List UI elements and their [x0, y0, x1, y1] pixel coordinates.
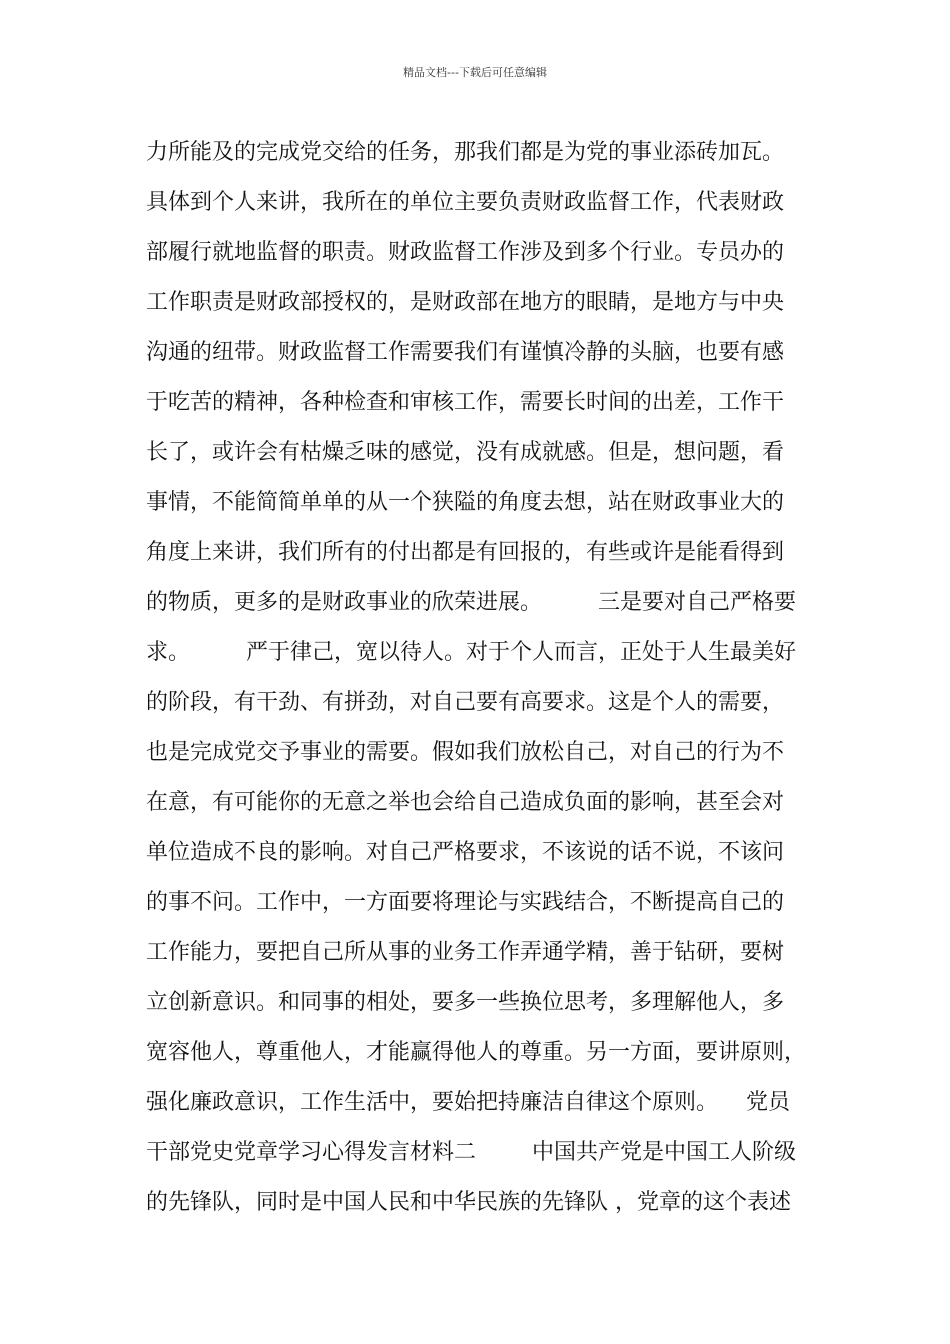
text-line: 求。 严于律己，宽以待人。对于个人而言，正处于人生最美好 — [146, 640, 796, 665]
text-line: 事情，不能简简单单的从一个狭隘的角度去想，站在财政事业大的 — [146, 490, 785, 515]
body-text — [146, 128, 836, 1228]
text-line: 部履行就地监督的职责。财政监督工作涉及到多个行业。专员办的 — [146, 240, 785, 265]
text-line: 于吃苦的精神，各种检查和审核工作，需要长时间的出差，工作干 — [146, 390, 785, 415]
text-line: 的阶段，有干劲、有拼劲，对自己要有高要求。这是个人的需要， — [146, 690, 785, 715]
text-line: 具体到个人来讲，我所在的单位主要负责财政监督工作，代表财政 — [146, 190, 785, 215]
text-line: 沟通的纽带。财政监督工作需要我们有谨慎冷静的头脑，也要有感 — [146, 340, 785, 365]
text-line: 立创新意识。和同事的相处，要多一些换位思考，多理解他人，多 — [146, 990, 785, 1015]
text-line: 宽容他人，尊重他人，才能赢得他人的尊重。另一方面，要讲原则， — [146, 1040, 807, 1065]
text-line: 干部党史党章学习心得发言材料二 中国共产党是中国工人阶级 — [146, 1140, 796, 1165]
page-header: 精品文档---下载后可任意编辑 — [403, 66, 547, 79]
text-line: 在意，有可能你的无意之举也会给自己造成负面的影响，甚至会对 — [146, 790, 785, 815]
text-line: 的先锋队，同时是中国人民和中华民族的先锋队 ，党章的这个表述 — [146, 1190, 791, 1215]
text-line: 工作职责是财政部授权的，是财政部在地方的眼睛，是地方与中央 — [146, 290, 785, 315]
text-line: 强化廉政意识，工作生活中，要始把持廉洁自律这个原则。 党员 — [146, 1090, 790, 1115]
text-line: 单位造成不良的影响。对自己严格要求，不该说的话不说，不该问 — [146, 840, 785, 865]
text-line: 的事不问。工作中，一方面要将理论与实践结合，不断提高自己的 — [146, 890, 785, 915]
text-line: 角度上来讲，我们所有的付出都是有回报的，有些或许是能看得到 — [146, 540, 785, 565]
text-line: 长了，或许会有枯燥乏味的感觉，没有成就感。但是，想问题，看 — [146, 440, 785, 465]
text-line: 的物质，更多的是财政事业的欣荣进展。 三是要对自己严格要 — [146, 590, 796, 615]
text-line: 也是完成党交予事业的需要。假如我们放松自己，对自己的行为不 — [146, 740, 785, 765]
text-line: 力所能及的完成党交给的任务，那我们都是为党的事业添砖加瓦。 — [146, 140, 785, 165]
text-line: 工作能力，要把自己所从事的业务工作弄通学精，善于钻研，要树 — [146, 940, 785, 965]
